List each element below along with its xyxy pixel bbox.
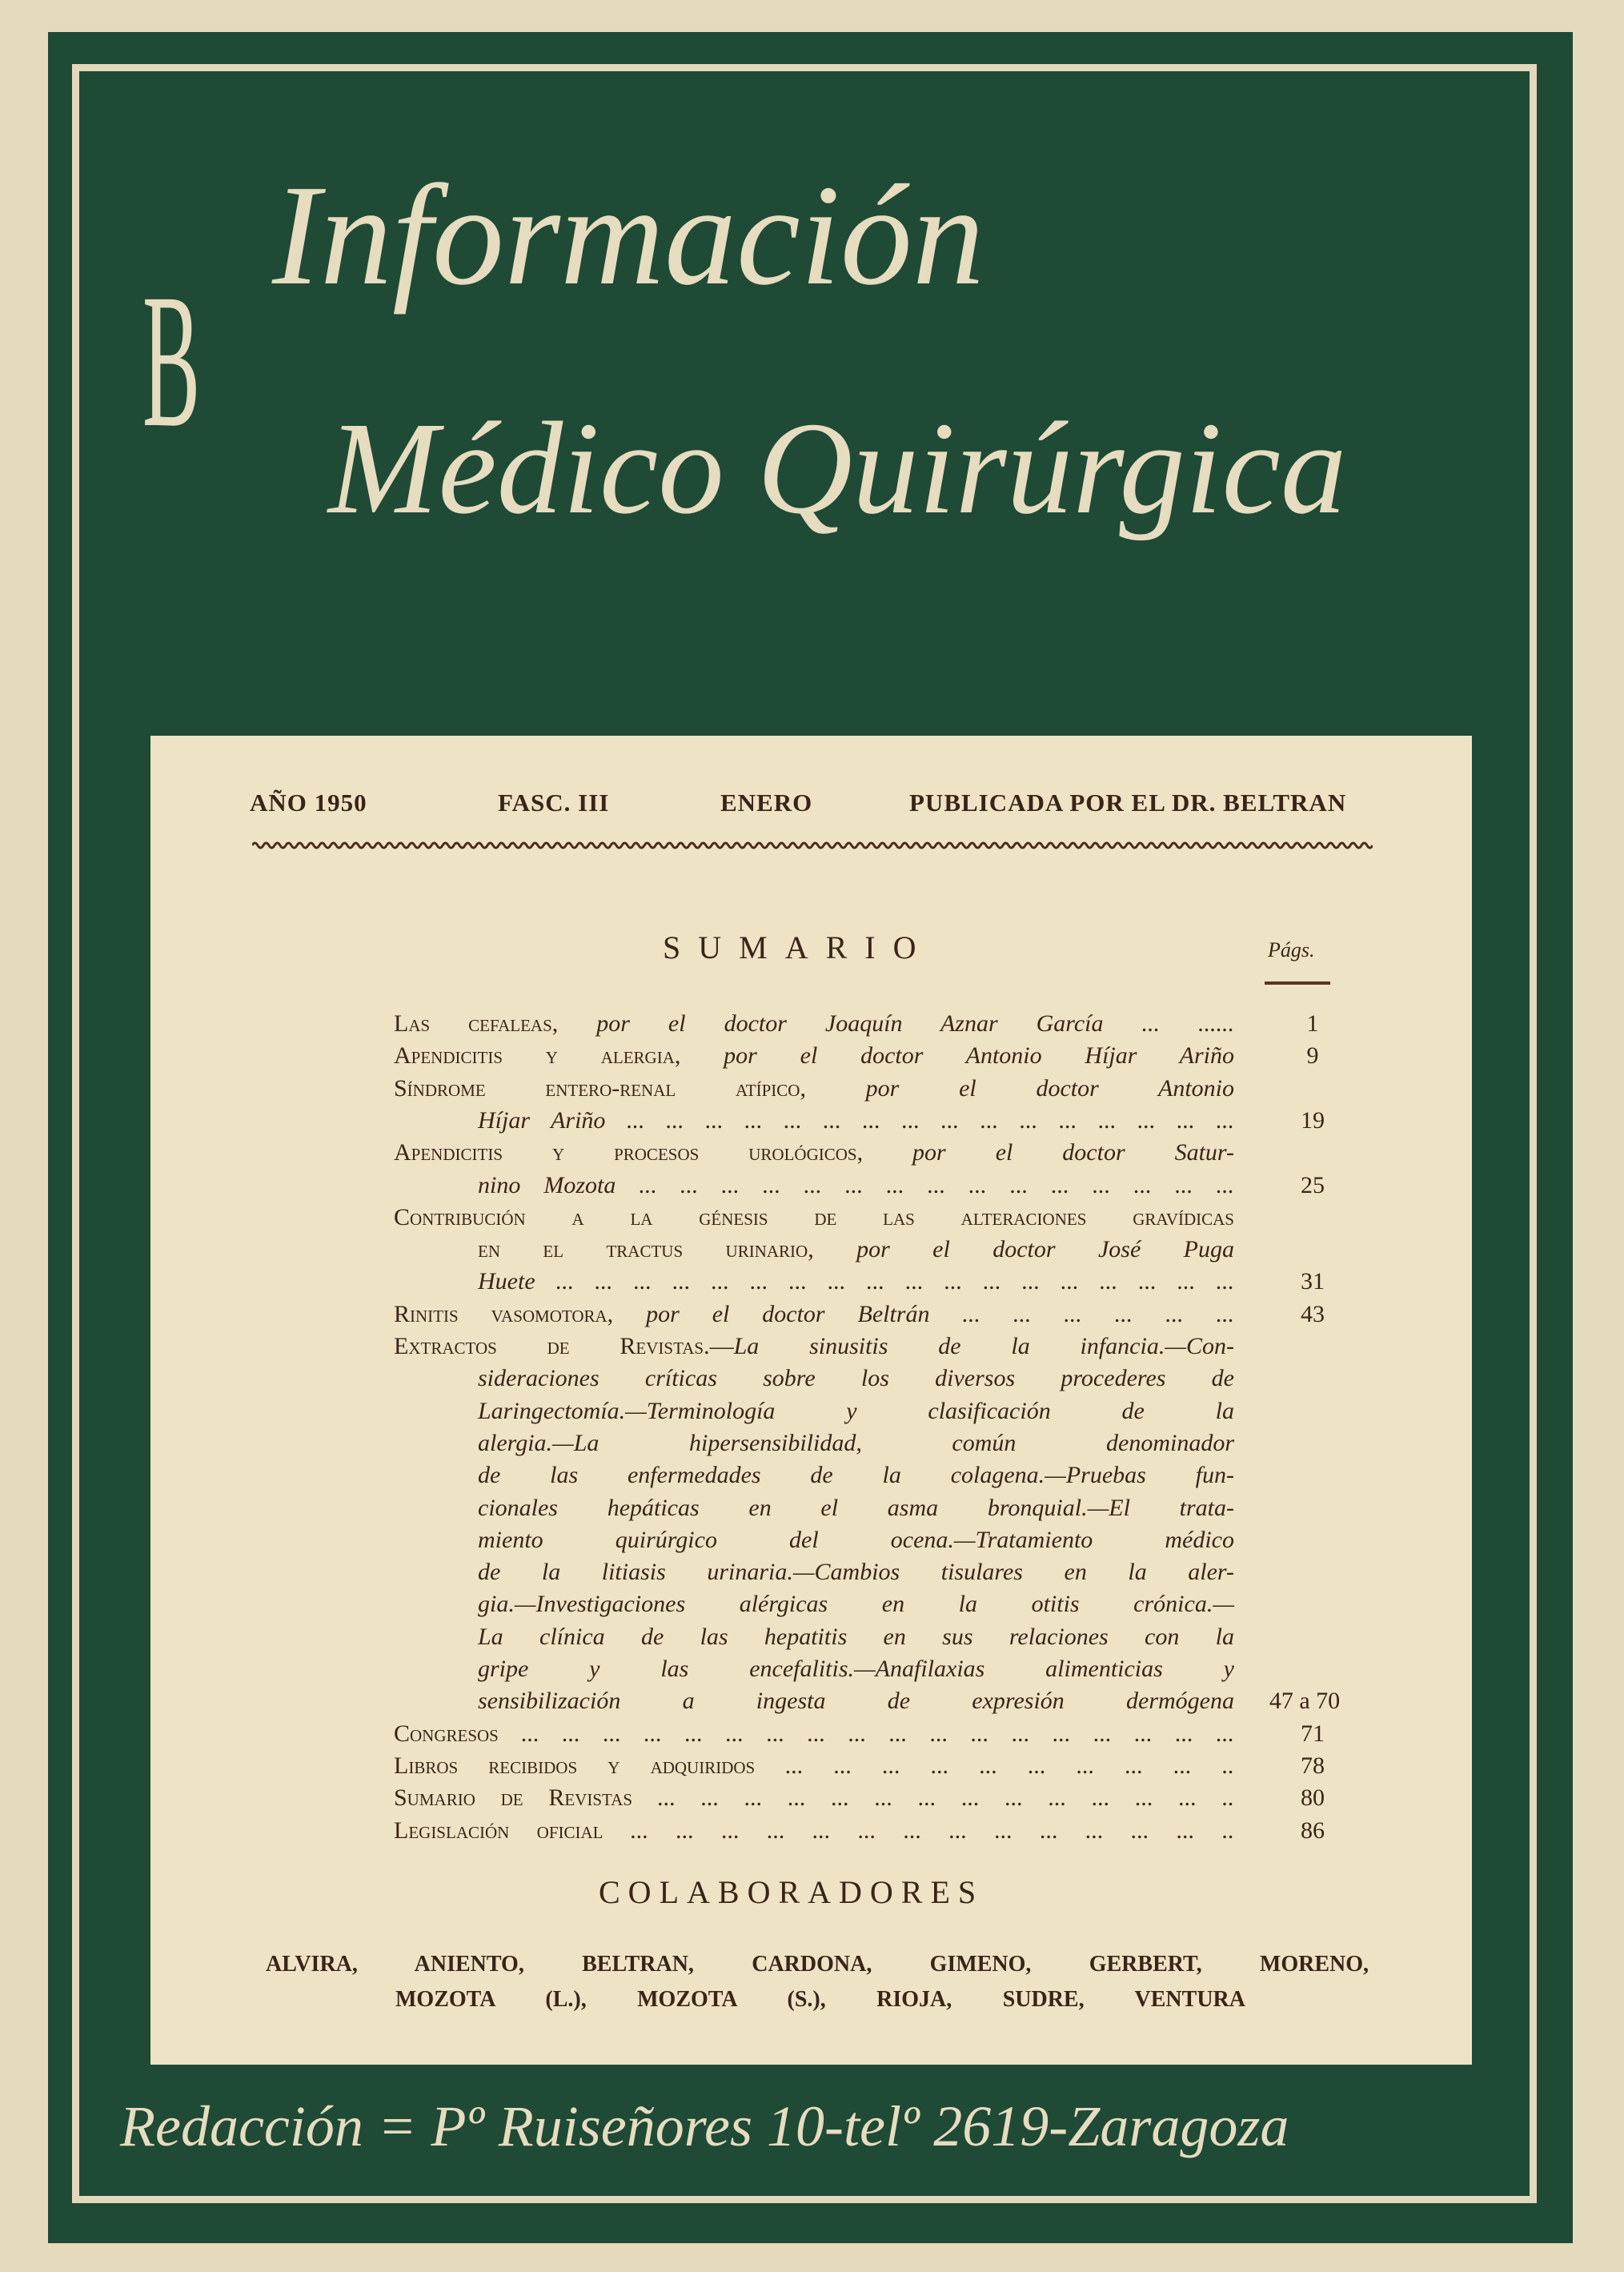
issue-fascicle: FASC. III: [498, 789, 610, 817]
journal-title-line1: Información: [272, 155, 984, 315]
journal-title-line2: Médico Quirúrgica: [328, 395, 1347, 541]
toc-line: [478, 1656, 1234, 1684]
toc-author: sideraciones críticas sobre los diversos procederes de: [478, 1365, 1234, 1392]
toc-line: [394, 1817, 1234, 1846]
toc-title: Apendicitis y alergia,: [394, 1042, 681, 1070]
toc-author: por el doctor Antonio: [805, 1074, 1234, 1102]
toc-author: ... ... ... ... ... ... ... ... ... ..: [755, 1752, 1234, 1779]
sumario-heading: SUMARIO: [663, 929, 934, 965]
toc-title: en el tractus urinario,: [478, 1236, 814, 1263]
toc-line: [394, 1333, 1234, 1362]
toc-title: Sumario de Revistas: [394, 1784, 633, 1812]
toc-title: Rinitis vasomotora,: [394, 1300, 614, 1327]
colaboradores-heading: COLABORADORES: [599, 1874, 984, 1910]
toc-author: por el doctor Antonio Híjar Ariño: [680, 1042, 1234, 1070]
pages-column-rule: [1265, 981, 1330, 985]
toc-author: nino Mozota ... ... ... ... ... ... ... ... ... ... ... ... ... ... ...: [478, 1171, 1234, 1198]
toc-page-number: 1: [1306, 1010, 1319, 1037]
toc-page-number: 9: [1306, 1042, 1319, 1070]
toc-title: Congresos: [394, 1720, 499, 1747]
issue-month: ENERO: [720, 789, 813, 817]
toc-page-number: 71: [1301, 1720, 1325, 1747]
toc-page-number: 31: [1301, 1268, 1325, 1295]
colaboradores-line2: MOZOTA (L.), MOZOTA (S.), RIOJA, SUDRE, VENTURA: [395, 1987, 1245, 2012]
toc-page-number: 80: [1301, 1784, 1325, 1812]
toc-line: [394, 1204, 1234, 1233]
toc-title: Apendicitis y procesos urológicos,: [394, 1139, 864, 1166]
toc-line: [478, 1688, 1234, 1716]
toc-page-number: 86: [1301, 1816, 1325, 1844]
toc-author: de las enfermedades de la colagena.—Pruebas fun-: [478, 1462, 1234, 1489]
editorial-address: Redacción = Pº Ruiseñores 10-telº 2619-Zaragoza: [120, 2094, 1289, 2158]
toc-line: [394, 1075, 1234, 1104]
toc-line: [478, 1365, 1234, 1394]
toc-author: Híjar Ariño ... ... ... ... ... ... ... ... ... ... ... ... ... ... ... ...: [478, 1106, 1234, 1134]
toc-page-number: 25: [1301, 1171, 1325, 1198]
colaboradores-line1: ALVIRA, ANIENTO, BELTRAN, CARDONA, GIMENO, GERBERT, MORENO,: [266, 1952, 1369, 1977]
issue-year: AÑO 1950: [250, 789, 367, 817]
toc-line: [394, 1752, 1234, 1781]
toc-page-number: 43: [1301, 1300, 1325, 1327]
toc-line: [478, 1236, 1234, 1265]
toc-title: Síndrome entero-renal atípico,: [394, 1074, 806, 1102]
toc-title: Las cefaleas,: [394, 1010, 559, 1037]
toc-author: ... ... ... ... ... ... ... ... ... ... ... ... ... ..: [603, 1816, 1235, 1844]
toc-author: por el doctor Satur-: [863, 1139, 1234, 1166]
toc-line: [478, 1527, 1234, 1555]
toc-author: por el doctor José Puga: [813, 1236, 1234, 1263]
toc-line: [478, 1430, 1234, 1459]
toc-line: [394, 1301, 1234, 1330]
toc-line: [394, 1784, 1234, 1813]
toc-line: [478, 1495, 1234, 1523]
toc-author: Huete ... ... ... ... ... ... ... ... ... ... ... ... ... ... ... ... ... ...: [478, 1268, 1234, 1295]
toc-author: sensibilización a ingesta de expresión dermógena: [478, 1688, 1234, 1715]
toc-line: [478, 1172, 1234, 1201]
toc-title: Legislación oficial: [394, 1816, 603, 1844]
toc-line: [478, 1624, 1234, 1652]
toc-author: por el doctor Joaquín Aznar García ... ......: [558, 1010, 1234, 1037]
toc-line: [394, 1010, 1234, 1039]
toc-page-number: 78: [1301, 1752, 1325, 1779]
toc-author: cionales hepáticas en el asma bronquial.—El trata-: [478, 1494, 1234, 1521]
toc-author: de la litiasis urinaria.—Cambios tisulares en la aler-: [478, 1559, 1234, 1586]
toc-line: [394, 1139, 1234, 1168]
toc-line: [478, 1268, 1234, 1297]
toc-page-number: 47 a 70: [1269, 1688, 1341, 1715]
toc-author: ... ... ... ... ... ... ... ... ... ... ... ... ... ..: [632, 1784, 1235, 1812]
toc-page-number: 19: [1301, 1106, 1325, 1134]
wavy-divider: [252, 841, 1373, 850]
toc-author: alergia.—La hipersensibilidad, común denominador: [478, 1429, 1234, 1456]
toc-author: gripe y las encefalitis.—Anafilaxias alimenticias y: [478, 1656, 1234, 1682]
publisher-logo: B: [142, 254, 201, 467]
toc-line: [394, 1720, 1234, 1749]
toc-author: miento quirúrgico del ocena.—Tratamiento médico: [478, 1526, 1234, 1553]
toc-author: por el doctor Beltrán ... ... ... ... ... ...: [613, 1300, 1234, 1327]
toc-line: [478, 1591, 1234, 1620]
toc-line: [478, 1559, 1234, 1588]
toc-line: [478, 1462, 1234, 1491]
toc-title: Libros recibidos y adquiridos: [394, 1752, 756, 1779]
toc-author: Laringectomía.—Terminología y clasificación de la: [478, 1397, 1234, 1424]
toc-author: La clínica de las hepatitis en sus relaciones con la: [478, 1623, 1234, 1650]
toc-line: [394, 1042, 1234, 1071]
toc-author: gia.—Investigaciones alérgicas en la otitis crónica.—: [478, 1591, 1234, 1618]
toc-title: Contribución a la génesis de las alteraciones gravídicas: [394, 1203, 1234, 1230]
toc-line: [478, 1107, 1234, 1136]
toc-title: Extractos de Revistas.—: [394, 1333, 734, 1359]
pages-column-label: Págs.: [1268, 938, 1315, 961]
publisher-line: PUBLICADA POR EL DR. BELTRAN: [909, 789, 1347, 817]
toc-author: ... ... ... ... ... ... ... ... ... ... ... ... ... ... ... ... ... ...: [498, 1720, 1234, 1747]
toc-author: La sinusitis de la infancia.—Con-: [733, 1333, 1235, 1359]
toc-line: [478, 1398, 1234, 1427]
